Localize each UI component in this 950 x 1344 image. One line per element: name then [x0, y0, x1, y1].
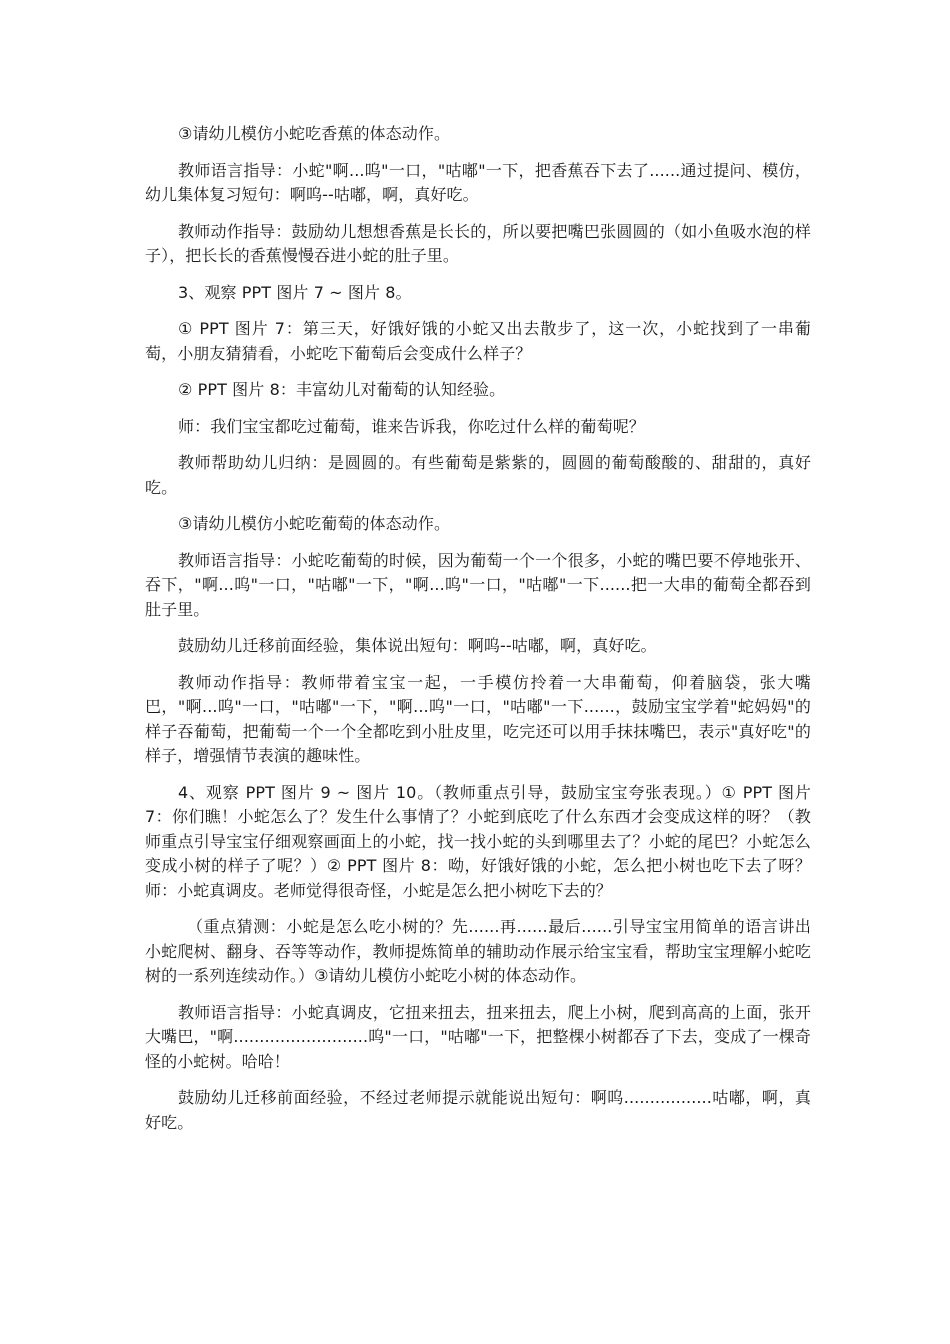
section-heading: 3、观察 PPT 图片 7 ~ 图片 8。 — [178, 282, 412, 302]
paragraph: 师：我们宝宝都吃过葡萄，谁来告诉我，你吃过什么样的葡萄呢？ — [178, 416, 645, 436]
paragraph: ① PPT 图片 7：第三天，好饿好饿的小蛇又出去散步了，这一次，小蛇找到了一串葡萄，小朋友猜猜看，小蛇吃下葡萄后会变成什么样子？ — [145, 319, 811, 363]
paragraph: 鼓励幼儿迁移前面经验，不经过老师提示就能说出短句：啊呜.................咕嘟，啊，真好吃。 — [145, 1088, 811, 1132]
section-paragraph: 4、观察 PPT 图片 9 ~ 图片 10。（教师重点引导，鼓励宝宝夸张表现。）① PPT 图片 7：你们瞧！小蛇怎么了？发生什么事情了？小蛇到底吃了什么东西才会变成这样的呀？（教师重点引导宝宝仔细观察画面上的小蛇，找一找小蛇的头到哪里去了？小蛇的尾巴？小蛇怎么变成小树的样子了呢？）② PPT 图片 8：呦，好饿好饿的小蛇，怎么把小树也吃下去了呀？师：小蛇真调皮。老师觉得很奇怪，小蛇是怎么把小树吃下去的？ — [145, 782, 811, 900]
document-page — [145, 122, 811, 1147]
paragraph: ② PPT 图片 8：丰富幼儿对葡萄的认知经验。 — [178, 380, 506, 399]
paragraph: （重点猜测：小蛇是怎么吃小树的？先......再......最后......引导宝宝用简单的语言讲出小蛇爬树、翻身、吞等等动作，教师提炼简单的辅助动作展示给宝宝看，帮助宝宝理解小蛇吃树的一系列连续动作。）③请幼儿模仿小蛇吃小树的体态动作。 — [145, 917, 811, 985]
paragraph: 教师语言指导：小蛇"啊...呜"一口，"咕嘟"一下，把香蕉吞下去了......通过提问、模仿，幼儿集体复习短句：啊呜--咕嘟，啊，真好吃。 — [145, 160, 811, 204]
paragraph: 鼓励幼儿迁移前面经验，集体说出短句：啊呜--咕嘟，啊，真好吃。 — [178, 636, 657, 655]
paragraph: 教师动作指导：教师带着宝宝一起，一手模仿拎着一大串葡萄，仰着脑袋，张大嘴巴，"啊...呜"一口，"咕嘟"一下，"啊...呜"一口，"咕嘟"一下......，鼓励宝宝学着"蛇妈妈"的样子吞葡萄，把葡萄一个一个全都吃到小肚皮里，吃完还可以用手抹抹嘴巴，表示"真好吃"的样子，增强情节表演的趣味性。 — [145, 672, 811, 765]
paragraph: 教师语言指导：小蛇真调皮，它扭来扭去，扭来扭去，爬上小树，爬到高高的上面，张开大嘴巴，"啊..........................呜"一口，"咕嘟"一下，把整棵小树都吞了下去，变成了一棵奇怪的小蛇树。哈哈！ — [145, 1002, 811, 1071]
paragraph: ③请幼儿模仿小蛇吃葡萄的体态动作。 — [178, 514, 451, 533]
paragraph: 教师动作指导：鼓励幼儿想想香蕉是长长的，所以要把嘴巴张圆圆的（如小鱼吸水泡的样子），把长长的香蕉慢慢吞进小蛇的肚子里。 — [145, 221, 811, 265]
paragraph: 教师语言指导：小蛇吃葡萄的时候，因为葡萄一个一个很多，小蛇的嘴巴要不停地张开、吞下，"啊...呜"一口，"咕嘟"一下，"啊...呜"一口，"咕嘟"一下......把一大串的葡萄全都吞到肚子里。 — [145, 550, 811, 619]
paragraph: ③请幼儿模仿小蛇吃香蕉的体态动作。 — [178, 124, 451, 143]
paragraph: 教师帮助幼儿归纳：是圆圆的。有些葡萄是紫紫的，圆圆的葡萄酸酸的、甜甜的，真好吃。 — [145, 453, 811, 497]
